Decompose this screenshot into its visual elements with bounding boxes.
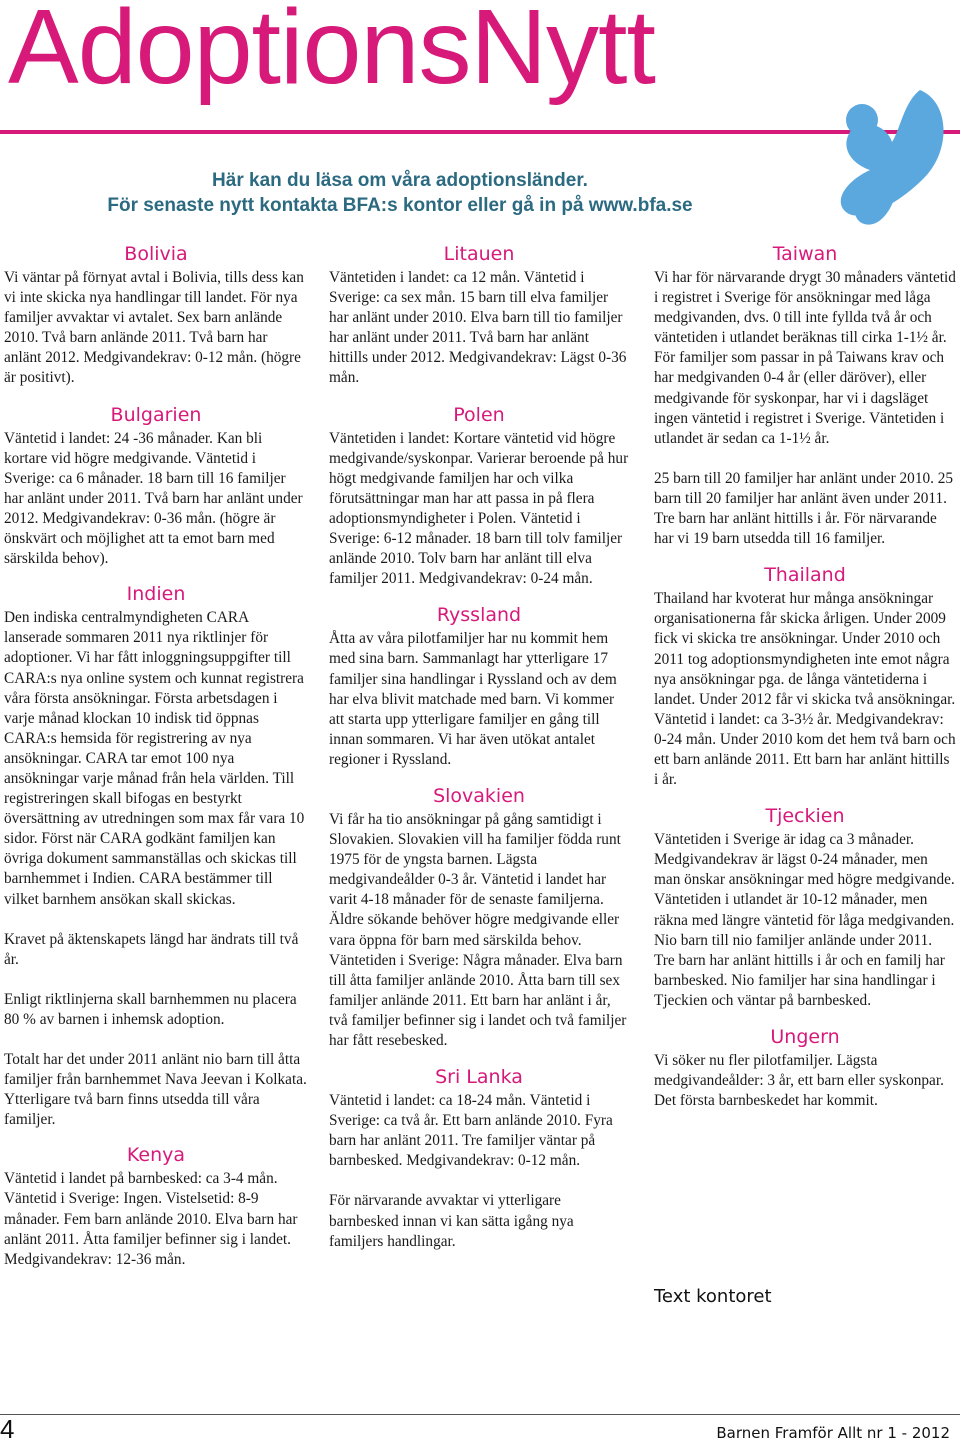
- column-1: [4, 240, 308, 1270]
- masthead-title: AdoptionsNytt: [8, 0, 655, 106]
- text-polen: Väntetiden i landet: Kortare väntetid vid högre medgivande/syskonpar. Varierar beroende på hur högt medgivande familjen har och vilka förutsättningar man har att passa in på flera adoptionsmyndigheter i Polen. Väntetid i Sverige: 6-12 månader. 18 barn till tolv familjer anlände 2010. Tolv barn har anlänt till elva familjer 2011. Medgivandekrav: 0-24 mån.: [329, 429, 629, 588]
- intro-line-1: Här kan du läsa om våra adoptionsländer.: [212, 170, 588, 191]
- column-3: [654, 240, 956, 1111]
- publication-footer: Barnen Framför Allt nr 1 - 2012: [716, 1424, 950, 1442]
- text-tjeckien: Väntetiden i Sverige är idag ca 3 månader. Medgivandekrav är lägst 0-24 månader, men man önskar ansökningar med högre medgivande. Väntetiden i utlandet är 10-12 månader, men räkna med längre väntetid för låga medgivanden. Nio barn till nio familjer anlände under 2011. Tre barn har anlänt hittills i år och en familj har barnbesked. Nio familjer har sina handlingar i Tjeckien och väntar på barnbesked.: [654, 831, 955, 1009]
- text-taiwan-1: Vi har för närvarande drygt 30 månaders väntetid i registret i Sverige för ansökningar med låga medgivanden, dvs. 0 till inte fyllda två år och väntetiden i utlandet beräknas till cirka 1-1½ år. För familjer som passar in på Taiwans krav och har medgivanden 0-4 år (eller däröver), eller medgivande för syskonpar, har vi i dagsläget ingen väntetid i registret i Sverige. Väntetiden i utlandet är sedan ca 1-1½ år.: [654, 269, 956, 447]
- heading-slovakien: Slovakien: [433, 784, 525, 807]
- heading-polen: Polen: [453, 403, 505, 426]
- text-ryssland: Åtta av våra pilotfamiljer har nu kommit hem med sina barn. Sammanlagt har ytterligare 17 familjer sina handlingar i Ryssland och av dem har elva blivit matchade med barn. Vi kommer att starta upp ytterligare familjer en gång till innan sommaren. Vi har även utökat antalet regioner i Ryssland.: [329, 630, 617, 768]
- heading-sri-lanka: Sri Lanka: [435, 1066, 523, 1089]
- text-slovakien: Vi får ha tio ansökningar på gång samtidigt i Slovakien. Slovakien vill ha familjer födda runt 1975 för de yngsta barnen. Lägsta medgivandeålder 0-3 år. Väntetid i landet har varit 4-18 månader för de senaste familjerna. Äldre sökande behöver högre medgivande eller vara öppna för barn med särskilda behov. Väntetiden i Sverige: Några månader. Elva barn till åtta familjer anlände 2010. Åtta barn till sex familjer anlände 2011. Ett barn har anlänt i år, två familjer befinner sig i landet och två familjer har fått resebesked.: [329, 810, 627, 1049]
- heading-thailand: Thailand: [764, 564, 846, 587]
- text-ungern: Vi söker nu fler pilotfamiljer. Lägsta medgivandeålder: 3 år, ett barn eller syskonpar. Det första barnbeskedet har kommit.: [654, 1052, 944, 1110]
- text-litauen: Väntetiden i landet: ca 12 mån. Väntetid i Sverige: ca sex mån. 15 barn till elva familjer har anlänt under 2010. Elva barn till tio familjer har anlänt under 2011. Två barn har anlänt hittills under 2012. Medgivandekrav: Lägst 0-36 mån.: [329, 269, 627, 387]
- heading-tjeckien: Tjeckien: [765, 805, 845, 828]
- text-kenya: Väntetid i landet på barnbesked: ca 3-4 mån. Väntetid i Sverige: Ingen. Vistelsetid: 8-9 månader. Fem barn anlände 2010. Elva barn har anlänt 2011. Åtta familjer befinner sig i landet. Medgivandekrav: 12-36 mån.: [4, 1170, 298, 1268]
- text-bolivia: Vi väntar på förnyat avtal i Bolivia, tills dess kan vi inte skicka nya handlingar till landet. För nya familjer avvaktar vi avtalet. Sex barn anlände 2010. Två barn anlände 2011. Två barn har anlänt 2012. Medgivandekrav: 0-12 mån. (högre är positivt).: [4, 269, 304, 387]
- text-indien-3: Enligt riktlinjerna skall barnhemmen nu placera 80 % av barnen i inhemsk adoption.: [4, 990, 297, 1028]
- text-sri-lanka-1: Väntetid i landet: ca 18-24 mån. Väntetid i Sverige: ca två år. Ett barn anlände 2010. Fyra barn har anlänt 2011. Tre familjer väntar på barnbesked. Medgivandekrav: 0-12 mån.: [329, 1092, 613, 1170]
- text-sri-lanka-2: För närvarande avvaktar vi ytterligare barnbesked innan vi kan sätta igång nya familjers handlingar.: [329, 1192, 574, 1250]
- heading-litauen: Litauen: [443, 243, 515, 265]
- text-taiwan-2: 25 barn till 20 familjer har anlänt under 2010. 25 barn till 20 familjer har anlänt även under 2011. Tre barn har anlänt hittills i år. För närvarande har vi 19 barn utsedda till 16 familjer.: [654, 469, 954, 548]
- intro-line-2: För senaste nytt kontakta BFA:s kontor eller gå in på www.bfa.se: [107, 195, 693, 216]
- heading-ryssland: Ryssland: [436, 604, 522, 627]
- heading-kenya: Kenya: [126, 1144, 186, 1167]
- heading-indien: Indien: [126, 583, 186, 606]
- text-thailand: Thailand har kvoterat hur många ansökningar organisationerna får skicka årligen. Under 2009 fick vi skicka tre ansökningar. Under 2010 och 2011 tog adoptionsmyndigheten inte emot några nya ansökningar pga. de långa väntetiderna i landet. Under 2012 får vi skicka två ansökningar. Väntetid i landet: ca 3-3½ år. Medgivandekrav: 0-24 mån. Under 2010 kom det hem två barn och ett barn anlände 2011. Ett barn har anlänt hittills i år.: [654, 590, 956, 789]
- intro-text: [0, 168, 800, 218]
- text-indien-4: Totalt har det under 2011 anlänt nio barn till åtta familjer från barnhemmet Nava Jeevan i Kolkata. Ytterligare två barn finns utsedda till våra familjer.: [4, 1051, 307, 1129]
- heading-bolivia: Bolivia: [124, 243, 188, 265]
- text-bulgarien: Väntetid i landet: 24 -36 månader. Kan bli kortare vid högre medgivande. Väntetid i Sverige: ca 6 månader. 18 barn till 16 familjer har anlänt under 2011. Två barn har anlänt under 2012. Medgivandekrav: 0-36 mån. (högre är önskvärt och möjlighet att ta emot barn med särskilda behov).: [4, 429, 303, 568]
- column-2: [329, 240, 629, 1252]
- heading-ungern: Ungern: [770, 1026, 840, 1048]
- heading-taiwan: Taiwan: [772, 243, 838, 265]
- footer-rule: [0, 1414, 960, 1415]
- text-indien-2: Kravet på äktenskapets längd har ändrats till två år.: [4, 930, 299, 968]
- signature: Text kontoret: [654, 1286, 772, 1307]
- page-number: 4: [0, 1414, 15, 1444]
- heading-bulgarien: Bulgarien: [110, 403, 202, 426]
- text-indien-1: Den indiska centralmyndigheten CARA lanserade sommaren 2011 nya riktlinjer för adoptioner. Vi har fått inloggningsuppgifter till CARA:s nya online system och kunnat registrera våra första ansökningar. Första arbetsdagen i varje månad klockan 10 indisk tid öppnas CARA:s hemsida för registrering av nya ansökningar. CARA tar emot 100 nya ansökningar varje månad från hela världen. Till registreringen skall bifogas en bestyrkt översättning av utredningen som max får vara 10 sidor. Först när CARA godkänt familjen kan övriga dokument sammanställas och skickas till barnhemmet i Indien. CARA bestämmer till vilket barnhem ansökan skall skickas.: [4, 609, 305, 908]
- mother-and-child-logo-icon: [800, 72, 950, 227]
